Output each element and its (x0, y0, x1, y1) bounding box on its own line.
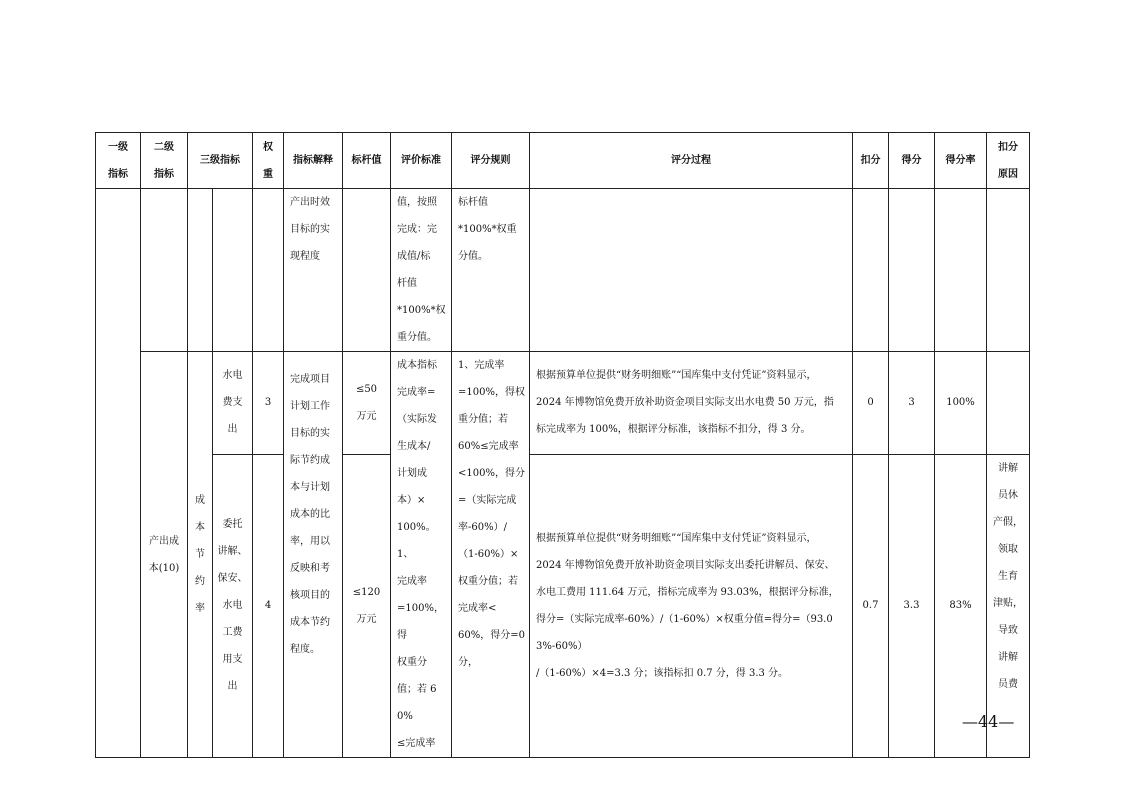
cell-rule: 1、完成率 =100%，得权 重分值；若 60%≤完成率 <100%，得分 =（实际完成 率-60%）/ （1-60%）× 权重分值；若 完成率< 60%，得分=0 分， (452, 352, 530, 758)
cell-rule: 标杆值 *100%*权重 分值。 (452, 189, 530, 352)
cell-level3-main (188, 189, 213, 352)
cell-benchmark: ≤120 万元 (343, 454, 391, 757)
cell-score: 3 (889, 352, 935, 455)
cell-benchmark (343, 189, 391, 352)
table-row (96, 189, 1030, 352)
cell-score (889, 189, 935, 352)
header-level1: 一级 指标 (96, 133, 141, 189)
cell-weight: 4 (253, 454, 284, 757)
cell-level3-sub: 委托 讲解、 保安、 水电 工费 用支 出 (213, 454, 253, 757)
header-standard: 评价标准 (391, 133, 452, 189)
cell-rate: 100% (935, 352, 987, 455)
cell-level3-main: 成 本 节 约 率 (188, 352, 213, 758)
header-score: 得分 (889, 133, 935, 189)
cell-explain: 完成项目 计划工作 目标的实 际节约成 本与计划 成本的比 率，用以 反映和考 核项目的 成本节约 程度。 (284, 352, 343, 758)
header-weight: 权 重 (253, 133, 284, 189)
cell-weight (253, 189, 284, 352)
cell-explain: 产出时效 目标的实 现程度 (284, 189, 343, 352)
header-rate: 得分率 (935, 133, 987, 189)
cell-score: 3.3 (889, 454, 935, 757)
table-row (96, 454, 1030, 757)
header-rule: 评分规则 (452, 133, 530, 189)
cell-level2: 产出成 本(10) (141, 352, 188, 758)
cell-deduct: 0.7 (853, 454, 889, 757)
cell-standard: 成本指标 完成率= （实际发 生成本/ 计划成 本）× 100%。1、 完成率 =100%，得 权重分 值；若 60% ≤完成率 (391, 352, 452, 758)
header-level3: 三级指标 (188, 133, 253, 189)
header-explain: 指标解释 (284, 133, 343, 189)
cell-process (530, 189, 853, 352)
cell-process: 根据预算单位提供“财务明细账”“国库集中支付凭证”资料显示， 2024 年博物馆免费开放补助资金项目实际支出委托讲解员、保安、 水电工费用 111.64 万元，指标完成率为 93.03%，根据评分标准， 得分=（实际完成率-60%）/（1-60%）×权重分值=得分=（93.03%-60%） /（1-60%）×4=3.3 分；该指标扣 0.7 分，得 3.3 分。 (530, 454, 853, 757)
header-process: 评分过程 (530, 133, 853, 189)
cell-benchmark: ≤50 万元 (343, 352, 391, 455)
cell-level1 (96, 189, 141, 758)
cell-level2 (141, 189, 188, 352)
cell-rate (935, 189, 987, 352)
cell-process: 根据预算单位提供“财务明细账”“国库集中支付凭证”资料显示， 2024 年博物馆免费开放补助资金项目实际支出水电费 50 万元，指 标完成率为 100%，根据评分标准，该指标不扣分，得 3 分。 (530, 352, 853, 455)
cell-deduct (853, 189, 889, 352)
evaluation-table (95, 132, 1030, 758)
cell-deduct: 0 (853, 352, 889, 455)
cell-standard: 值，按照 完成：完 成值/标 杆值 *100%*权 重分值。 (391, 189, 452, 352)
header-benchmark: 标杆值 (343, 133, 391, 189)
header-deduct: 扣分 (853, 133, 889, 189)
cell-weight: 3 (253, 352, 284, 455)
cell-reason: 讲解 员休 产假， 领取 生育 津贴， 导致 讲解 员费 (987, 454, 1030, 757)
cell-reason (987, 189, 1030, 352)
cell-level3-sub: 水电 费支 出 (213, 352, 253, 455)
header-level2: 二级 指标 (141, 133, 188, 189)
table-row (96, 352, 1030, 455)
header-reason: 扣分 原因 (987, 133, 1030, 189)
cell-reason (987, 352, 1030, 455)
cell-rate: 83% (935, 454, 987, 757)
header-row (96, 133, 1030, 189)
page-number: —44— (962, 712, 1015, 731)
cell-level3-sub (213, 189, 253, 352)
